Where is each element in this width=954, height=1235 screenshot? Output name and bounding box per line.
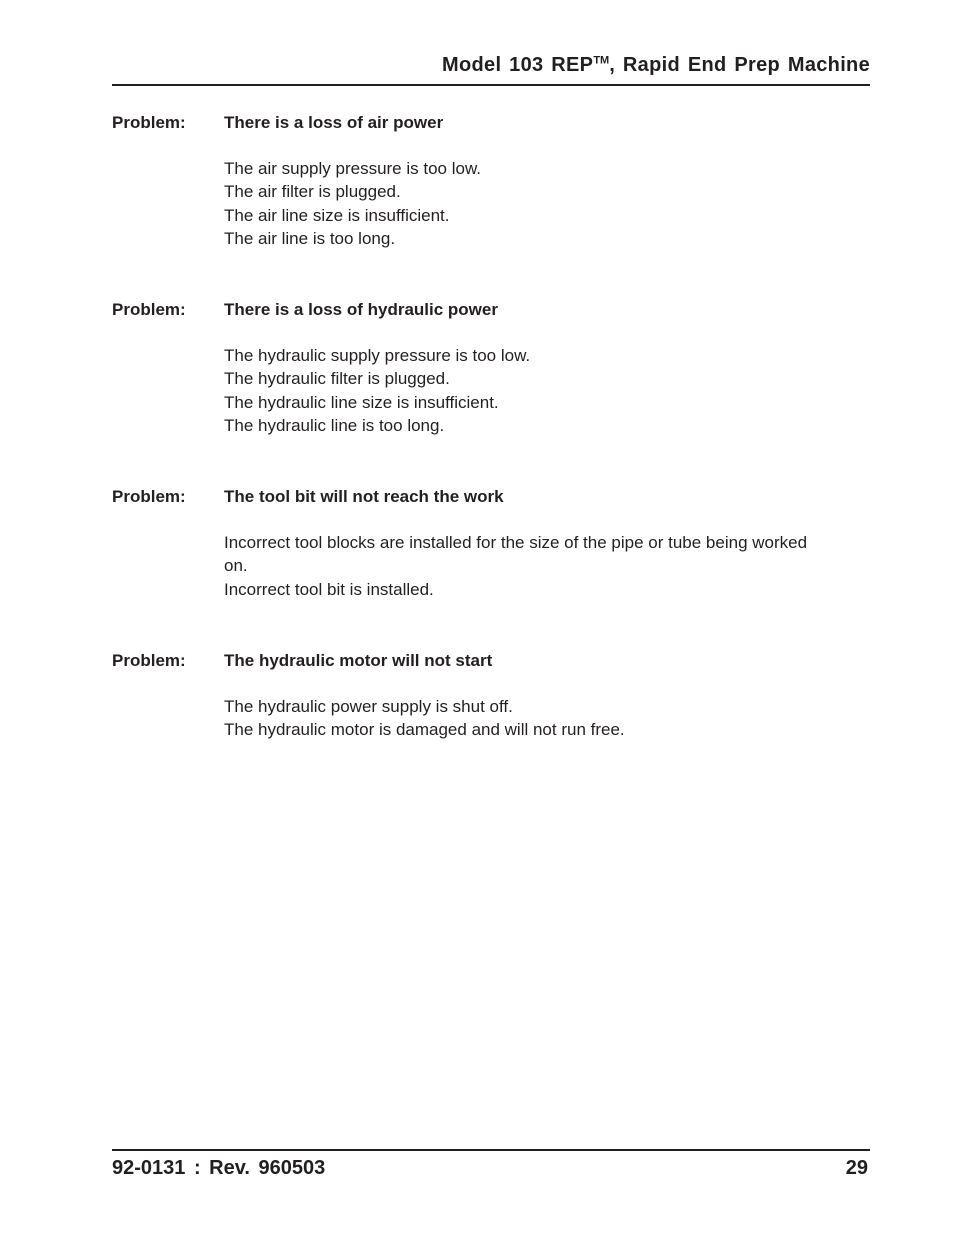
cause-item: The air supply pressure is too low. — [224, 159, 482, 178]
cause-item: The air line size is insufficient. — [224, 205, 450, 225]
cause-list — [224, 531, 814, 601]
cause-item: The hydraulic line size is insufficient. — [224, 392, 499, 412]
document-revision: 92-0131 : Rev. 960503 — [112, 1157, 326, 1179]
title-suffix: , Rapid End Prep Machine — [609, 54, 870, 76]
problem-heading: The hydraulic motor will not start — [224, 651, 493, 670]
page-footer — [112, 1149, 870, 1191]
cause-item: The hydraulic line is too long. — [224, 415, 445, 435]
cause-item: The air filter is plugged. — [224, 182, 401, 202]
problem-label: Problem: — [112, 113, 186, 132]
cause-list — [224, 157, 824, 250]
cause-item: The air line is too long. — [224, 228, 396, 248]
problem-heading: There is a loss of hydraulic power — [224, 300, 498, 319]
problem-label: Problem: — [112, 487, 186, 506]
trademark-mark: TM — [593, 54, 610, 67]
page-header — [112, 50, 870, 86]
problem-label: Problem: — [112, 300, 186, 319]
cause-item: The hydraulic motor is damaged and will not run free. — [224, 720, 625, 740]
problem-heading: There is a loss of air power — [224, 113, 444, 132]
cause-list — [224, 695, 824, 742]
title-prefix: Model 103 REP — [442, 54, 594, 76]
problem-label: Problem: — [112, 651, 186, 670]
cause-item: The hydraulic power supply is shut off. — [224, 697, 513, 716]
cause-item: The hydraulic filter is plugged. — [224, 369, 450, 389]
page-number: 29 — [845, 1157, 868, 1179]
cause-item: Incorrect tool blocks are installed for the size of the pipe or tube being worked on. — [224, 533, 808, 576]
cause-item: The hydraulic supply pressure is too low. — [224, 346, 531, 365]
cause-list — [224, 344, 824, 437]
problem-heading: The tool bit will not reach the work — [224, 487, 504, 506]
manual-title — [442, 54, 870, 76]
cause-item: Incorrect tool bit is installed. — [224, 579, 434, 599]
